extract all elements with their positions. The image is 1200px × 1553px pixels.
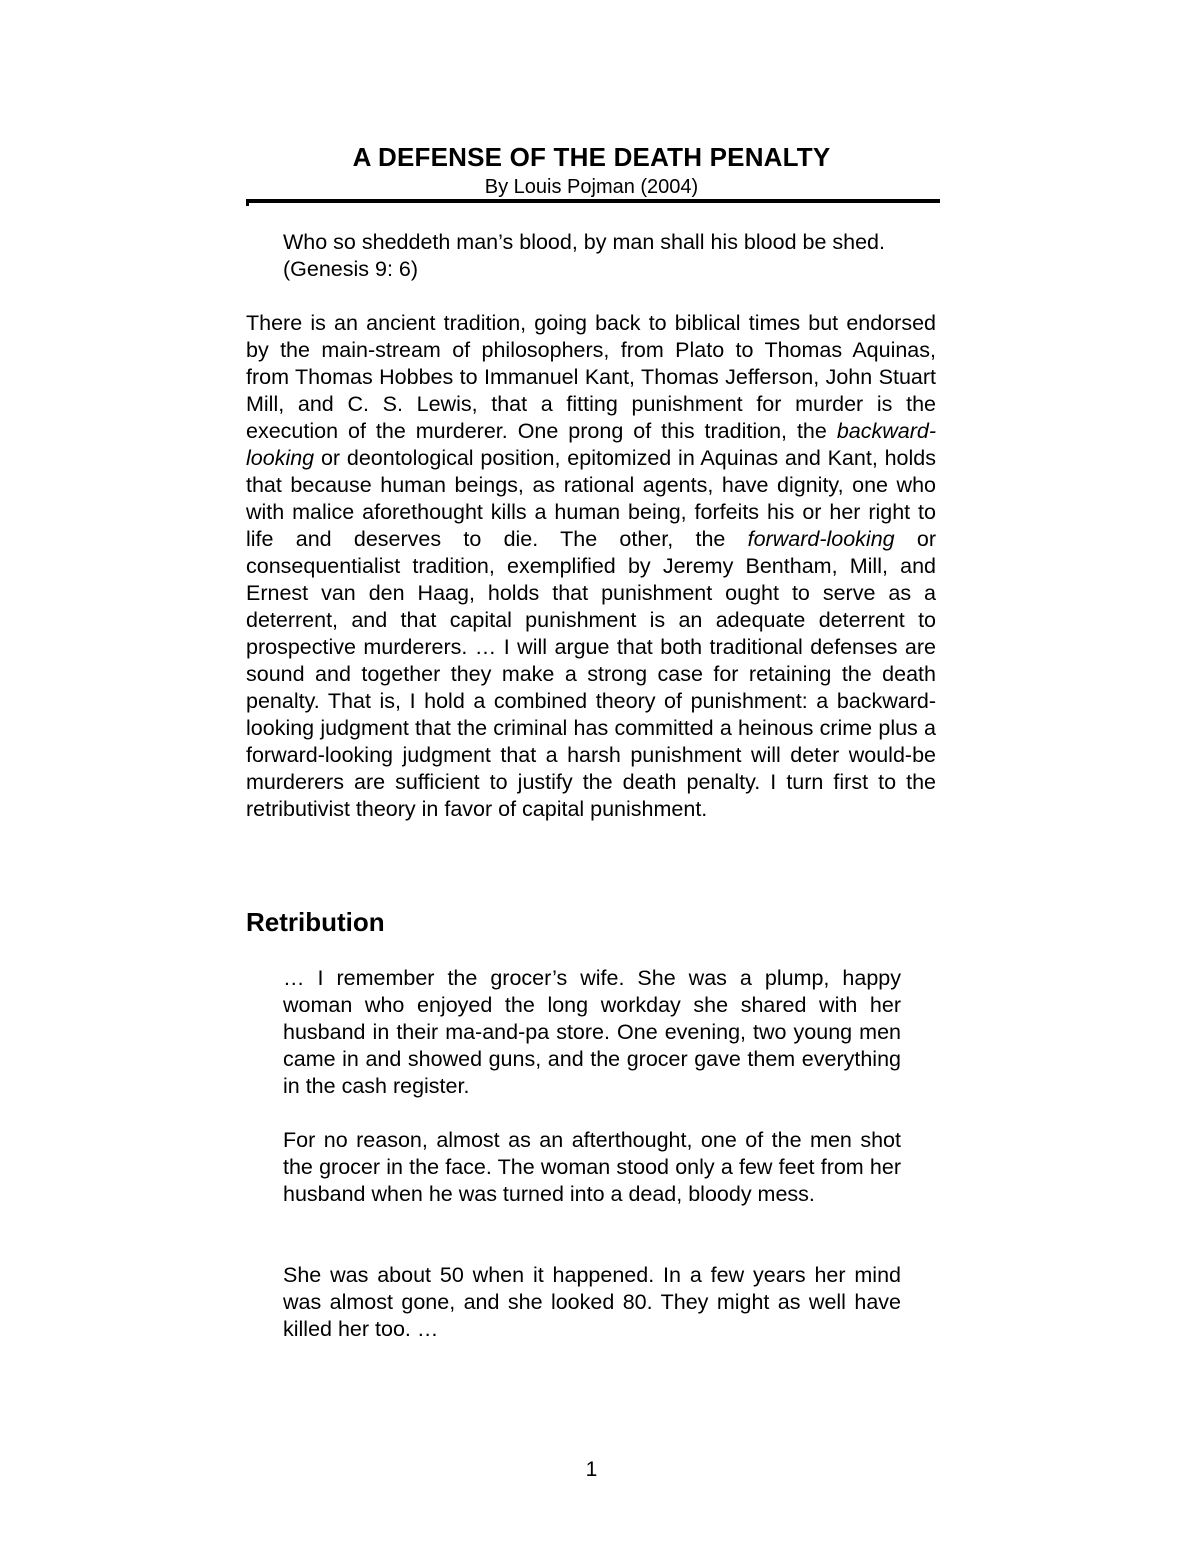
author-byline: By Louis Pojman (2004)	[484, 176, 699, 198]
intro-text-part-3: or consequentialist tradition, exemplified by Jeremy Bentham, Mill, and Ernest van den Haag, holds that punishment ought to serve as a deterrent, and that capital punishment is an adequate deterrent to prospective murderers. … I will argue that both traditional defenses are sound and together they make a strong case for retaining the death penalty. That is, I hold a combined theory of punishment: a backward-looking judgment that the criminal has committed a heinous crime plus a forward-looking judgment that a harsh punishment will deter would-be murderers are sufficient to justify the death penalty. I turn first to the retributivist theory in favor of capital punishment.	[246, 527, 936, 821]
intro-emphasis-backward: backward-looking	[246, 419, 936, 470]
section-heading: Retribution	[246, 907, 385, 937]
intro-text-part-2: or deontological position, epitomized in Aquinas and Kant, holds that because human beings, as rational agents, have dignity, one who with malice aforethought kills a human being, forfeits his or her right to life and deserves to die. The other, the	[246, 446, 936, 551]
blockquote-paragraph: … I remember the grocer’s wife. She was a plump, happy woman who enjoyed the long workday she shared with her husband in their ma-and-pa store. One evening, two young men came in and showed guns, and the grocer gave them everything in the cash register.	[283, 966, 901, 1098]
page-number: 1	[585, 1458, 598, 1481]
divider-tick-mark	[246, 199, 249, 206]
intro-paragraph	[246, 310, 936, 823]
epigraph: Who so sheddeth man’s blood, by man shall his blood be shed. (Genesis 9: 6)	[283, 230, 885, 281]
blockquote-paragraph: She was about 50 when it happened. In a few years her mind was almost gone, and she looked 80. They might as well have killed her too. …	[283, 1263, 901, 1341]
intro-emphasis-forward: forward-looking	[747, 527, 895, 551]
blockquote-paragraph: For no reason, almost as an afterthought, one of the men shot the grocer in the face. The woman stood only a few feet from her husband when he was turned into a dead, bloody mess.	[283, 1128, 901, 1206]
document-title: A DEFENSE OF THE DEATH PENALTY	[352, 142, 831, 172]
intro-text-part-1: There is an ancient tradition, going back to biblical times but endorsed by the main-stream of philosophers, from Plato to Thomas Aquinas, from Thomas Hobbes to Immanuel Kant, Thomas Jefferson, John Stuart Mill, and C. S. Lewis, that a fitting punishment for murder is the execution of the murderer. One prong of this tradition, the	[246, 311, 936, 443]
title-divider	[246, 199, 940, 203]
